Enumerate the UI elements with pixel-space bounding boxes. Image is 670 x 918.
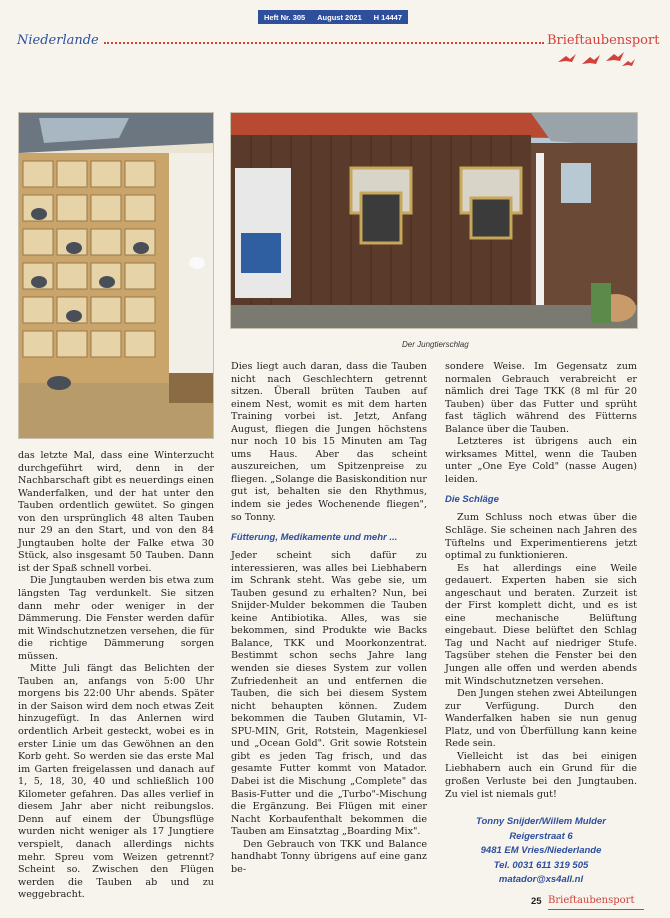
paragraph: Vielleicht ist das bei einigen Liebhabern auch ein Grund für die großen Verluste bei den Jungtauben. Zu viel ist niemals gut! [445,750,637,800]
paragraph: Es hat allerdings eine Weile gedauert. Experten haben sie sich angeschaut und beraten. Zurzeit ist der First komplett dicht, und es ist eine mechanische Belüftung eingebaut. Diese belüftet den Schlag Tag und Nacht auf niedriger Stufe. Tagsüber stehen die Fenster bei den Jungen alle offen und werden abends mit Windschutznetzen versehen. [445,562,637,687]
issue-number: Heft Nr. 305 [263,12,306,22]
issue-code: H 14447 [373,12,403,22]
paragraph: Mitte Juli fängt das Belichten der Tauben an, anfangs von 5:00 Uhr morgens bis 22:00 Uhr abends. Später in der Saison wird dem noch etwas Zeit hinzugefügt. In das Anlernen wird ordentlich Arbeit gesteckt, wobei es in erster Linie um das Gewöhnen an den Korb geht. So werden sie das erste Mal im Garten freigelassen und danach auf 1, 5, 18, 30, 40 und schließlich 100 Kilometer gefahren. Das alles verlief in diesem Jahr aber nicht reibungslos. Denn auf einem der Übungsflüge wurden nicht weniger als 17 Jungtiere verspielt, danach allerdings nichts mehr. Spreu vom Weizen getrennt? Scheint so. Zwischen den Flügen werden die Tauben ab und zu weggebracht. [18,663,214,901]
paragraph: sondere Weise. Im Gegensatz zum normalen Gebrauch verabreicht er nämlich drei Tage TKK (8 ml für 20 Tauben) über das Futter und sprüht fast täglich während des Fütterns Balance über die Tauben. [445,361,637,435]
footer-rule [548,909,644,910]
contact-names: Tonny Snijder/Willem Mulder [476,816,606,828]
loft-interior-photo [18,112,214,439]
contact-phone: Tel. 0031 611 319 505 [493,859,589,871]
contact-city: 9481 EM Vries/Niederlande [480,845,602,857]
paragraph: Jeder scheint sich dafür zu interessieren, was alles bei Liebhabern im Schrank steht. Was gebe sie, um Tauben gesund zu erhalten? Nun, bei Snijder-Mulder bekommen die Tauben keine Antibiotika. Alles, was sie bekommen, sind Produkte wie Backs Balance, TKK und Moorkonzentrat. Bestimmt schon sechs Jahre lang wenden sie dieses System zur vollen Zufriedenheit an und entfernen die Tauben, die sich bei diesem System nicht behaupten können. Zudem bekommen die Tauben Glutamin, VI-SPU-MIN, Grit, Rotstein, Magenkiesel und „Ocean Gold". Grit sowie Rotstein gibt es jeden Tag frisch, und das gesamte Futter kommt von Matador. Dabei ist die Mischung „Complete" das Basis-Futter und die „Turbo"-Mischung die Ergänzung. Bei Flügen mit einer Nacht Korbaufenthalt bekommen die Tauben am Einsatztag „Boarding Mix". [231,550,427,838]
pigeons-logo-icon [556,48,636,70]
issue-header-box [258,10,408,24]
article-column-2 [231,361,427,876]
paragraph: Letzteres ist übrigens auch ein wirksames Mittel, wenn die Tauben unter „One Eye Cold" (nasse Augen) leiden. [445,436,637,485]
paragraph: Zum Schluss noch etwas über die Schläge. Sie scheinen nach Jahren des Tüftelns und Experimentierens jetzt optimal zu funktionieren. [445,512,637,562]
contact-email: matador@xs4all.nl [498,874,584,886]
article-column-3 [445,361,637,888]
section-heading: Die Schläge [445,494,499,506]
contact-street: Reigerstraat 6 [509,830,573,842]
photo-caption: Der Jungtierschlag [402,340,469,349]
young-bird-loft-photo [230,112,638,329]
paragraph: Dies liegt auch daran, dass die Tauben nicht nach Geschlechtern getrennt sitzen. Überall brüten Tauben auf einem Nest, womit es mit dem harten Training vorbei ist. Jetzt, Anfang August, fliegen die Jungen höchstens nur noch 10 bis 15 Minuten am Tag ums Haus. Aber das scheint auszureichen, um Spitzenpreise zu fliegen. „Solange die Basiskondition nur gut ist, behalten sie den Rhythmus, indem sie jedes Wochenende fliegen", so Tonny. [231,361,427,523]
page-number: 25 [531,896,542,907]
magazine-brand: Brieftaubensport [547,33,660,48]
article-column-1 [18,450,214,902]
paragraph: Den Jungen stehen zwei Abteilungen zur Verfügung. Durch den Wanderfalken haben sie nun genug Platz, und von Überfüllung kann keine Rede sein. [445,688,637,750]
section-heading: Fütterung, Medikamente und mehr ... [231,532,398,544]
paragraph: Die Jungtauben werden bis etwa zum längsten Tag verdunkelt. Sie sitzen dann mehr oder weniger in der Dämmerung. Die Fenster werden dafür mit Windschutznetzen versehen, die für die richtige Dämmerung sorgen müssen. [18,575,214,662]
footer-brand: Brieftaubensport [548,895,635,906]
paragraph: das letzte Mal, dass eine Winterzucht durchgeführt wird, denn in der Nachbarschaft gibt es neuerdings einen Wanderfalken, und der hat unter den Tauben ordentlich gewütet. So gingen von den ursprünglich 48 alten Tauben nur 29 an den Start, und von den 84 Jungtauben holte der Falke etwa 30 Stück, also insgesamt 50 Tauben. Dann ist der Spaß schnell vorbei. [18,450,214,574]
issue-date: August 2021 [317,12,362,22]
header-dotted-rule [104,42,544,44]
section-country-label: Niederlande [17,33,99,48]
contact-block [445,815,637,888]
paragraph: Den Gebrauch von TKK und Balance handhabt Tonny übrigens auf eine ganz be- [231,838,427,875]
